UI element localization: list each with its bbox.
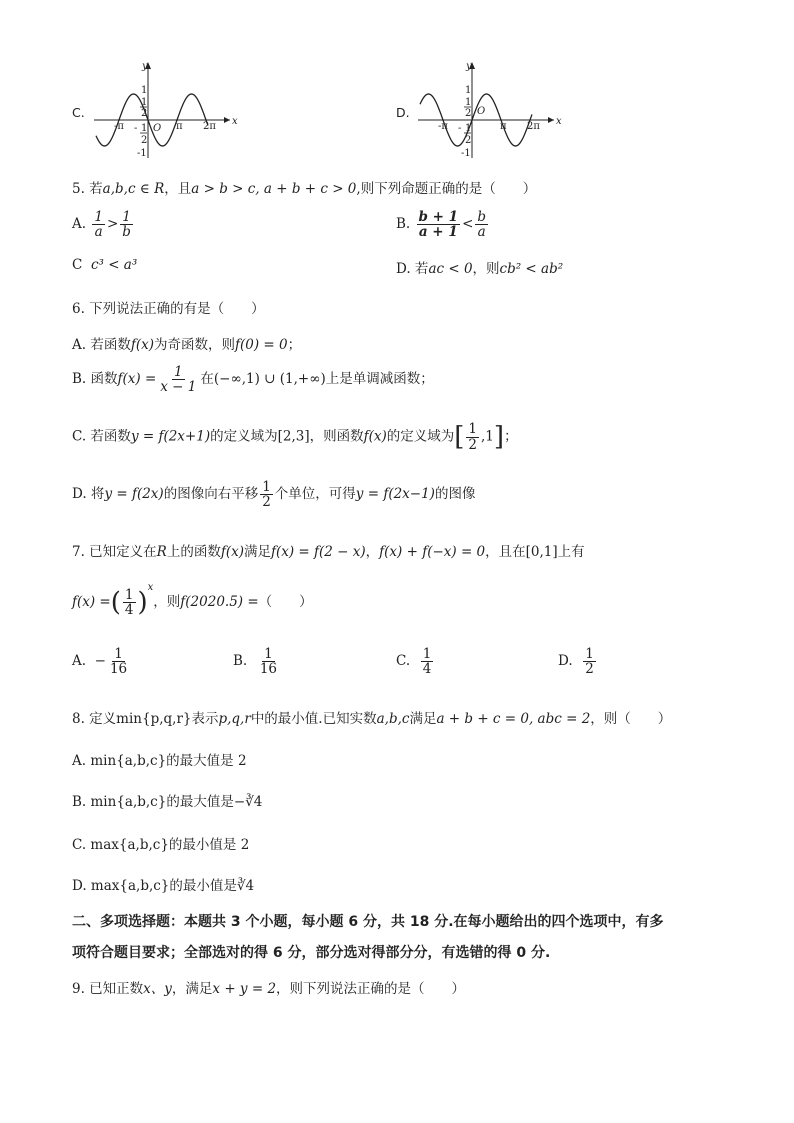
numerator: 1 — [585, 646, 594, 662]
text: A. 若函数 — [72, 337, 131, 353]
fraction — [583, 647, 596, 676]
denominator: 16 — [259, 661, 277, 678]
math: ∛4 — [236, 878, 255, 894]
tick-pi: π — [500, 121, 507, 132]
text: 的图像 — [434, 486, 476, 503]
option-label: A. — [72, 653, 87, 670]
x-axis-arrow-icon — [548, 117, 554, 123]
text: 在 — [200, 371, 214, 388]
option-mid: ，则 — [472, 261, 500, 277]
q9-stem — [72, 977, 465, 997]
text: 上有 — [557, 544, 585, 560]
math: ,1 — [481, 428, 494, 445]
math: a,b,c — [376, 711, 410, 727]
text: 为奇函数，则 — [154, 337, 235, 353]
q5-option-a — [72, 210, 135, 239]
math: [2,3] — [277, 428, 310, 445]
fraction — [258, 647, 279, 676]
text: ，且在 — [485, 544, 526, 560]
q8-option-a — [72, 749, 247, 769]
q6-option-a — [72, 333, 301, 353]
fraction — [260, 480, 273, 509]
q7-option-a — [72, 647, 131, 676]
text: 的最小值是 2 — [168, 837, 250, 853]
denominator: 2 — [468, 436, 478, 453]
math: f(x) + f(−x) = 0 — [379, 544, 486, 560]
math: A. min{a,b,c} — [72, 753, 167, 769]
fraction — [123, 588, 136, 617]
tick-neg-pi: -π — [114, 121, 124, 132]
denominator: x − 1 — [160, 379, 197, 396]
denominator: a + 1 — [418, 224, 458, 241]
text: 上是单调减函数； — [325, 371, 434, 388]
tick-neg-half-num: 1 — [141, 123, 148, 134]
tick-neg1: -1 — [461, 148, 471, 159]
q7-option-b — [233, 647, 281, 676]
tick-neg-pi: -π — [438, 121, 448, 132]
math: y = f(2x+1) — [130, 428, 211, 445]
math: (−∞,1) ∪ (1,+∞) — [213, 371, 326, 388]
math: R — [156, 544, 167, 560]
text: （ ） — [258, 594, 313, 610]
q7-stem-line2 — [72, 582, 313, 618]
q6-option-b — [72, 365, 434, 394]
q6-option-c — [72, 422, 518, 452]
text: 的定义域为 — [210, 428, 278, 445]
math: a + b + c = 0, abc = 2 — [436, 711, 591, 727]
option-label: B. — [233, 653, 248, 670]
math: f(2020.5) = — [180, 594, 259, 610]
paren-open: ( — [110, 587, 121, 618]
numerator: 1 — [122, 209, 131, 225]
math: f(x) = f(2 − x) — [271, 544, 366, 560]
math: D. max{a,b,c} — [72, 878, 170, 894]
fraction — [120, 210, 133, 239]
q5-option-d — [396, 257, 563, 277]
text: 8. 定义 — [72, 711, 117, 727]
tick-half-num: 1 — [141, 97, 148, 108]
text: 满足 — [244, 544, 271, 560]
q8-option-c — [72, 833, 249, 853]
text: 上的函数 — [166, 544, 221, 560]
tick-neg-half-sign: - — [458, 123, 462, 134]
numerator: 1 — [262, 479, 271, 495]
text: C. 若函数 — [72, 428, 131, 445]
sign: − — [94, 653, 106, 670]
q4-option-c-label: C. — [72, 105, 85, 120]
fraction — [417, 210, 461, 239]
option-expr: c³ < a³ — [90, 257, 138, 273]
paren-close: ) — [137, 587, 148, 618]
option-label: B. — [396, 216, 411, 233]
q4-option-d-label: D. — [396, 105, 410, 120]
text: 7. 已知定义在 — [72, 544, 157, 560]
text: 表示 — [191, 711, 219, 727]
section2-line2: 项符合题目要求；全部选对的得 6 分，部分选对得部分分，有选错的得 0 分. — [72, 945, 551, 961]
text: ， — [365, 544, 380, 560]
denominator: 16 — [109, 661, 128, 678]
numerator: 1 — [264, 646, 273, 662]
text: 满足 — [409, 711, 437, 727]
tick-1: 1 — [141, 85, 148, 96]
math: C. max{a,b,c} — [72, 837, 169, 853]
math: f(0) = 0 — [235, 337, 288, 353]
text: ，则下列说法正确的是（ ） — [276, 981, 466, 997]
denominator: 2 — [585, 661, 594, 678]
q5-stem — [72, 177, 536, 197]
text: B. 函数 — [72, 371, 118, 388]
x-axis-arrow-icon — [224, 117, 230, 123]
tick-neg-half-den: 2 — [465, 135, 472, 146]
q7-stem — [72, 540, 585, 560]
y-axis-label: y — [142, 61, 148, 72]
math: y = f(2x−1) — [355, 486, 435, 503]
option-expr: cb² < ab² — [499, 261, 564, 277]
text: D. 将 — [72, 486, 105, 503]
text: ； — [287, 337, 302, 353]
text: 中的最小值.已知实数 — [250, 711, 377, 727]
q5-option-c — [72, 257, 137, 273]
option-label: C — [72, 257, 83, 273]
denominator: 4 — [124, 602, 134, 618]
text: 的最大值是 2 — [166, 753, 247, 769]
text: 的最大值是 — [166, 794, 234, 810]
q5-option-b — [396, 210, 490, 239]
math: −∛4 — [233, 794, 263, 810]
operator: > — [106, 216, 119, 233]
math: p,q,r — [218, 711, 251, 727]
fraction — [475, 210, 488, 239]
math: x + y = 2 — [212, 981, 277, 997]
bracket: [ — [454, 422, 465, 452]
math: y = f(2x) — [104, 486, 164, 503]
math: B. min{a,b,c} — [72, 794, 167, 810]
tick-2pi: 2π — [527, 121, 540, 132]
fraction — [92, 210, 105, 239]
numerator: 1 — [124, 586, 134, 603]
bracket: ] — [493, 422, 505, 452]
tick-2pi: 2π — [203, 121, 216, 132]
text: ，则函数 — [309, 428, 364, 445]
q6-option-d — [72, 480, 475, 509]
numerator: b — [477, 209, 487, 225]
math: f(x) = — [72, 594, 111, 610]
math: f(x) = — [117, 371, 157, 388]
option-label: D. — [558, 653, 573, 670]
fraction — [421, 647, 434, 676]
denominator: 2 — [262, 494, 271, 511]
text: ； — [504, 428, 518, 445]
q4-option-c-graph — [90, 58, 240, 162]
x-axis-label: x — [556, 116, 562, 127]
math: x、y — [143, 981, 172, 997]
origin-label: O — [153, 123, 162, 134]
numerator: 1 — [114, 646, 123, 662]
math: f(x) — [130, 337, 154, 353]
q5-stem-suffix: ,则下列命题正确的是（ ） — [356, 181, 537, 197]
option-cond: ac < 0 — [428, 261, 473, 277]
option-label: D. 若 — [396, 261, 429, 277]
exponent: x — [147, 582, 154, 593]
q8-option-d — [72, 874, 254, 894]
numerator: b + 1 — [418, 209, 459, 225]
q5-stem-cond: a > b > c, a + b + c > 0 — [191, 181, 357, 197]
denominator: b — [122, 224, 131, 241]
tick-neg-half-sign: - — [134, 123, 138, 134]
fraction — [108, 647, 129, 676]
math: [0,1] — [525, 544, 558, 560]
origin-label: O — [477, 106, 486, 117]
fraction — [466, 422, 479, 451]
q5-stem-vars: a,b,c ∈ R — [102, 181, 165, 197]
tick-neg-half-den: 2 — [141, 135, 148, 146]
option-label: A. — [72, 216, 87, 233]
math: min{p,q,r} — [116, 711, 192, 727]
operator: < — [462, 216, 474, 233]
text: 的定义域为 — [386, 428, 455, 445]
tick-half-den: 2 — [465, 108, 472, 119]
q8-stem — [72, 707, 671, 727]
numerator: 1 — [468, 421, 478, 438]
q7-option-c — [396, 647, 435, 676]
text: 的最小值是 — [169, 878, 237, 894]
math: f(x) — [363, 428, 387, 445]
q4-option-d-graph — [414, 58, 564, 162]
text: ，则（ ） — [590, 711, 672, 727]
tick-1: 1 — [465, 85, 472, 96]
text: 的图像向右平移 — [163, 486, 259, 503]
tick-pi: π — [176, 121, 183, 132]
section2-line1: 二、多项选择题：本题共 3 个小题，每小题 6 分，共 18 分.在每小题给出的四个选项中，有多 — [72, 914, 664, 930]
tick-neg1: -1 — [137, 148, 147, 159]
denominator: a — [94, 224, 103, 241]
tick-half-num: 1 — [465, 97, 472, 108]
numerator: 1 — [94, 209, 103, 225]
x-axis-label: x — [232, 116, 238, 127]
numerator: 1 — [422, 646, 432, 662]
q6-stem: 6. 下列说法正确的有是（ ） — [72, 301, 265, 317]
q8-option-b — [72, 790, 262, 810]
q7-option-d — [558, 647, 598, 676]
text: 9. 已知正数 — [72, 981, 144, 997]
denominator: 4 — [422, 661, 432, 678]
q5-stem-prefix: 5. 若 — [72, 181, 103, 197]
option-label: C. — [396, 653, 411, 670]
tick-neg-half-num: 1 — [465, 123, 472, 134]
q5-stem-mid: ，且 — [164, 181, 192, 197]
tick-half-den: 2 — [141, 108, 148, 119]
numerator: 1 — [174, 364, 183, 380]
denominator: a — [477, 224, 486, 241]
text: ，满足 — [171, 981, 213, 997]
math: f(x) — [220, 544, 244, 560]
fraction — [158, 365, 198, 394]
y-axis-label: y — [466, 61, 472, 72]
text: 个单位，可得 — [274, 486, 356, 503]
text: ，则 — [153, 594, 181, 610]
